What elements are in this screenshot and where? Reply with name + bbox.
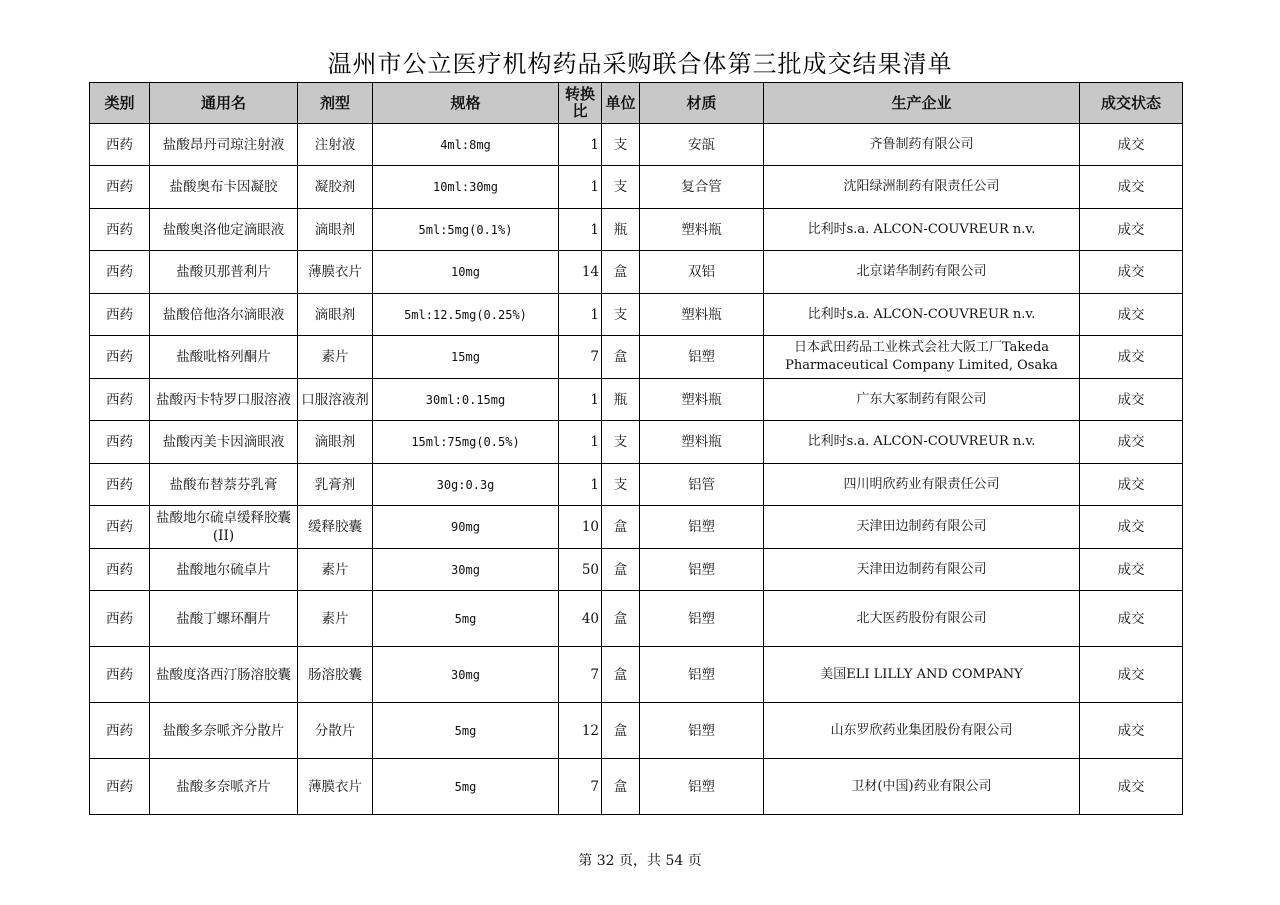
unit-cell: 盒 [602,336,640,379]
spec-cell: 90mg [373,506,559,549]
table-row [90,421,1183,464]
unit-cell: 盒 [602,647,640,703]
manufacturer-cell: 天津田边制药有限公司 [764,506,1080,549]
material-cell: 铝塑 [640,703,764,759]
material-cell: 安瓿 [640,124,764,166]
category-cell: 西药 [90,549,150,591]
drug-name-cell: 盐酸丁螺环酮片 [150,591,298,647]
ratio-cell: 50 [559,549,602,591]
material-cell: 双铝 [640,251,764,294]
table-row [90,379,1183,421]
manufacturer-cell: 比利时s.a. ALCON-COUVREUR n.v. [764,421,1080,464]
ratio-cell: 7 [559,336,602,379]
column-header: 剂型 [298,83,373,124]
dosage-form-cell: 薄膜衣片 [298,251,373,294]
ratio-cell: 1 [559,464,602,506]
drug-name-cell: 盐酸丙美卡因滴眼液 [150,421,298,464]
category-cell: 西药 [90,124,150,166]
unit-cell: 盒 [602,759,640,815]
column-header: 规格 [373,83,559,124]
status-cell: 成交 [1080,421,1183,464]
manufacturer-cell: 美国ELI LILLY AND COMPANY [764,647,1080,703]
table-row [90,759,1183,815]
dosage-form-cell: 素片 [298,336,373,379]
table-row [90,209,1183,251]
column-header: 生产企业 [764,83,1080,124]
table-row [90,294,1183,336]
status-cell: 成交 [1080,703,1183,759]
dosage-form-cell: 肠溶胶囊 [298,647,373,703]
material-cell: 塑料瓶 [640,209,764,251]
manufacturer-cell: 卫材(中国)药业有限公司 [764,759,1080,815]
unit-cell: 支 [602,421,640,464]
material-cell: 铝塑 [640,506,764,549]
table-row [90,647,1183,703]
status-cell: 成交 [1080,294,1183,336]
ratio-cell: 1 [559,379,602,421]
dosage-form-cell: 滴眼剂 [298,421,373,464]
spec-cell: 30ml:0.15mg [373,379,559,421]
drug-name-cell: 盐酸丙卡特罗口服溶液 [150,379,298,421]
spec-cell: 10ml:30mg [373,166,559,209]
column-header: 类别 [90,83,150,124]
table-row [90,506,1183,549]
ratio-cell: 1 [559,166,602,209]
drug-name-cell: 盐酸贝那普利片 [150,251,298,294]
manufacturer-cell: 天津田边制药有限公司 [764,549,1080,591]
material-cell: 铝塑 [640,549,764,591]
unit-cell: 支 [602,124,640,166]
unit-cell: 盒 [602,506,640,549]
dosage-form-cell: 凝胶剂 [298,166,373,209]
status-cell: 成交 [1080,464,1183,506]
status-cell: 成交 [1080,124,1183,166]
category-cell: 西药 [90,464,150,506]
drug-name-cell: 盐酸倍他洛尔滴眼液 [150,294,298,336]
drug-name-cell: 盐酸多奈哌齐片 [150,759,298,815]
manufacturer-cell: 北大医药股份有限公司 [764,591,1080,647]
material-cell: 塑料瓶 [640,379,764,421]
material-cell: 铝塑 [640,647,764,703]
dosage-form-cell: 素片 [298,549,373,591]
spec-cell: 5mg [373,759,559,815]
ratio-cell: 40 [559,591,602,647]
spec-cell: 5mg [373,591,559,647]
category-cell: 西药 [90,251,150,294]
drug-name-cell: 盐酸布替萘芬乳膏 [150,464,298,506]
manufacturer-cell: 齐鲁制药有限公司 [764,124,1080,166]
spec-cell: 10mg [373,251,559,294]
status-cell: 成交 [1080,336,1183,379]
dosage-form-cell: 薄膜衣片 [298,759,373,815]
unit-cell: 盒 [602,591,640,647]
material-cell: 塑料瓶 [640,294,764,336]
table-row [90,591,1183,647]
category-cell: 西药 [90,647,150,703]
category-cell: 西药 [90,421,150,464]
spec-cell: 30mg [373,549,559,591]
material-cell: 铝塑 [640,591,764,647]
spec-cell: 30g:0.3g [373,464,559,506]
table-row [90,464,1183,506]
spec-cell: 15mg [373,336,559,379]
unit-cell: 盒 [602,251,640,294]
dosage-form-cell: 乳膏剂 [298,464,373,506]
category-cell: 西药 [90,294,150,336]
category-cell: 西药 [90,166,150,209]
drug-name-cell: 盐酸奥布卡因凝胶 [150,166,298,209]
spec-cell: 15ml:75mg(0.5%) [373,421,559,464]
manufacturer-cell: 北京诺华制药有限公司 [764,251,1080,294]
status-cell: 成交 [1080,759,1183,815]
category-cell: 西药 [90,336,150,379]
dosage-form-cell: 注射液 [298,124,373,166]
table-row [90,124,1183,166]
drug-name-cell: 盐酸吡格列酮片 [150,336,298,379]
dosage-form-cell: 滴眼剂 [298,294,373,336]
ratio-cell: 10 [559,506,602,549]
column-header: 单位 [602,83,640,124]
drug-name-cell: 盐酸多奈哌齐分散片 [150,703,298,759]
category-cell: 西药 [90,759,150,815]
ratio-cell: 7 [559,759,602,815]
drug-name-cell: 盐酸地尔硫卓缓释胶囊(II) [150,506,298,549]
manufacturer-cell: 沈阳绿洲制药有限责任公司 [764,166,1080,209]
category-cell: 西药 [90,506,150,549]
table-row [90,549,1183,591]
material-cell: 铝塑 [640,759,764,815]
spec-cell: 5ml:5mg(0.1%) [373,209,559,251]
material-cell: 铝管 [640,464,764,506]
status-cell: 成交 [1080,549,1183,591]
category-cell: 西药 [90,591,150,647]
status-cell: 成交 [1080,251,1183,294]
drug-name-cell: 盐酸奥洛他定滴眼液 [150,209,298,251]
column-header: 通用名 [150,83,298,124]
status-cell: 成交 [1080,506,1183,549]
spec-cell: 30mg [373,647,559,703]
page-number: 第 32 页，共 54 页 [578,853,702,869]
ratio-cell: 12 [559,703,602,759]
status-cell: 成交 [1080,209,1183,251]
unit-cell: 瓶 [602,209,640,251]
manufacturer-cell: 山东罗欣药业集团股份有限公司 [764,703,1080,759]
unit-cell: 瓶 [602,379,640,421]
column-header: 成交状态 [1080,83,1183,124]
ratio-cell: 1 [559,209,602,251]
page-title: 温州市公立医疗机构药品采购联合体第三批成交结果清单 [327,50,953,78]
table-row [90,166,1183,209]
column-header: 材质 [640,83,764,124]
status-cell: 成交 [1080,166,1183,209]
table-header-row [90,83,1183,124]
dosage-form-cell: 口服溶液剂 [298,379,373,421]
ratio-cell: 14 [559,251,602,294]
manufacturer-cell: 四川明欣药业有限责任公司 [764,464,1080,506]
category-cell: 西药 [90,703,150,759]
table-row [90,703,1183,759]
dosage-form-cell: 滴眼剂 [298,209,373,251]
unit-cell: 支 [602,166,640,209]
status-cell: 成交 [1080,647,1183,703]
results-table [89,82,1183,815]
spec-cell: 4ml:8mg [373,124,559,166]
drug-name-cell: 盐酸地尔硫卓片 [150,549,298,591]
material-cell: 复合管 [640,166,764,209]
ratio-cell: 1 [559,294,602,336]
ratio-cell: 1 [559,124,602,166]
status-cell: 成交 [1080,591,1183,647]
status-cell: 成交 [1080,379,1183,421]
drug-name-cell: 盐酸度洛西汀肠溶胶囊 [150,647,298,703]
spec-cell: 5ml:12.5mg(0.25%) [373,294,559,336]
dosage-form-cell: 分散片 [298,703,373,759]
column-header: 转换比 [559,83,602,124]
unit-cell: 支 [602,464,640,506]
table-row [90,251,1183,294]
manufacturer-cell: 日本武田药品工业株式会社大阪工厂Takeda Pharmaceutical Company Limited, Osaka [764,336,1080,379]
manufacturer-cell: 比利时s.a. ALCON-COUVREUR n.v. [764,209,1080,251]
spec-cell: 5mg [373,703,559,759]
ratio-cell: 1 [559,421,602,464]
category-cell: 西药 [90,379,150,421]
unit-cell: 盒 [602,703,640,759]
dosage-form-cell: 缓释胶囊 [298,506,373,549]
table-row [90,336,1183,379]
table-body [90,124,1183,815]
manufacturer-cell: 比利时s.a. ALCON-COUVREUR n.v. [764,294,1080,336]
unit-cell: 支 [602,294,640,336]
dosage-form-cell: 素片 [298,591,373,647]
ratio-cell: 7 [559,647,602,703]
manufacturer-cell: 广东大冢制药有限公司 [764,379,1080,421]
material-cell: 塑料瓶 [640,421,764,464]
material-cell: 铝塑 [640,336,764,379]
drug-name-cell: 盐酸昂丹司琼注射液 [150,124,298,166]
unit-cell: 盒 [602,549,640,591]
category-cell: 西药 [90,209,150,251]
